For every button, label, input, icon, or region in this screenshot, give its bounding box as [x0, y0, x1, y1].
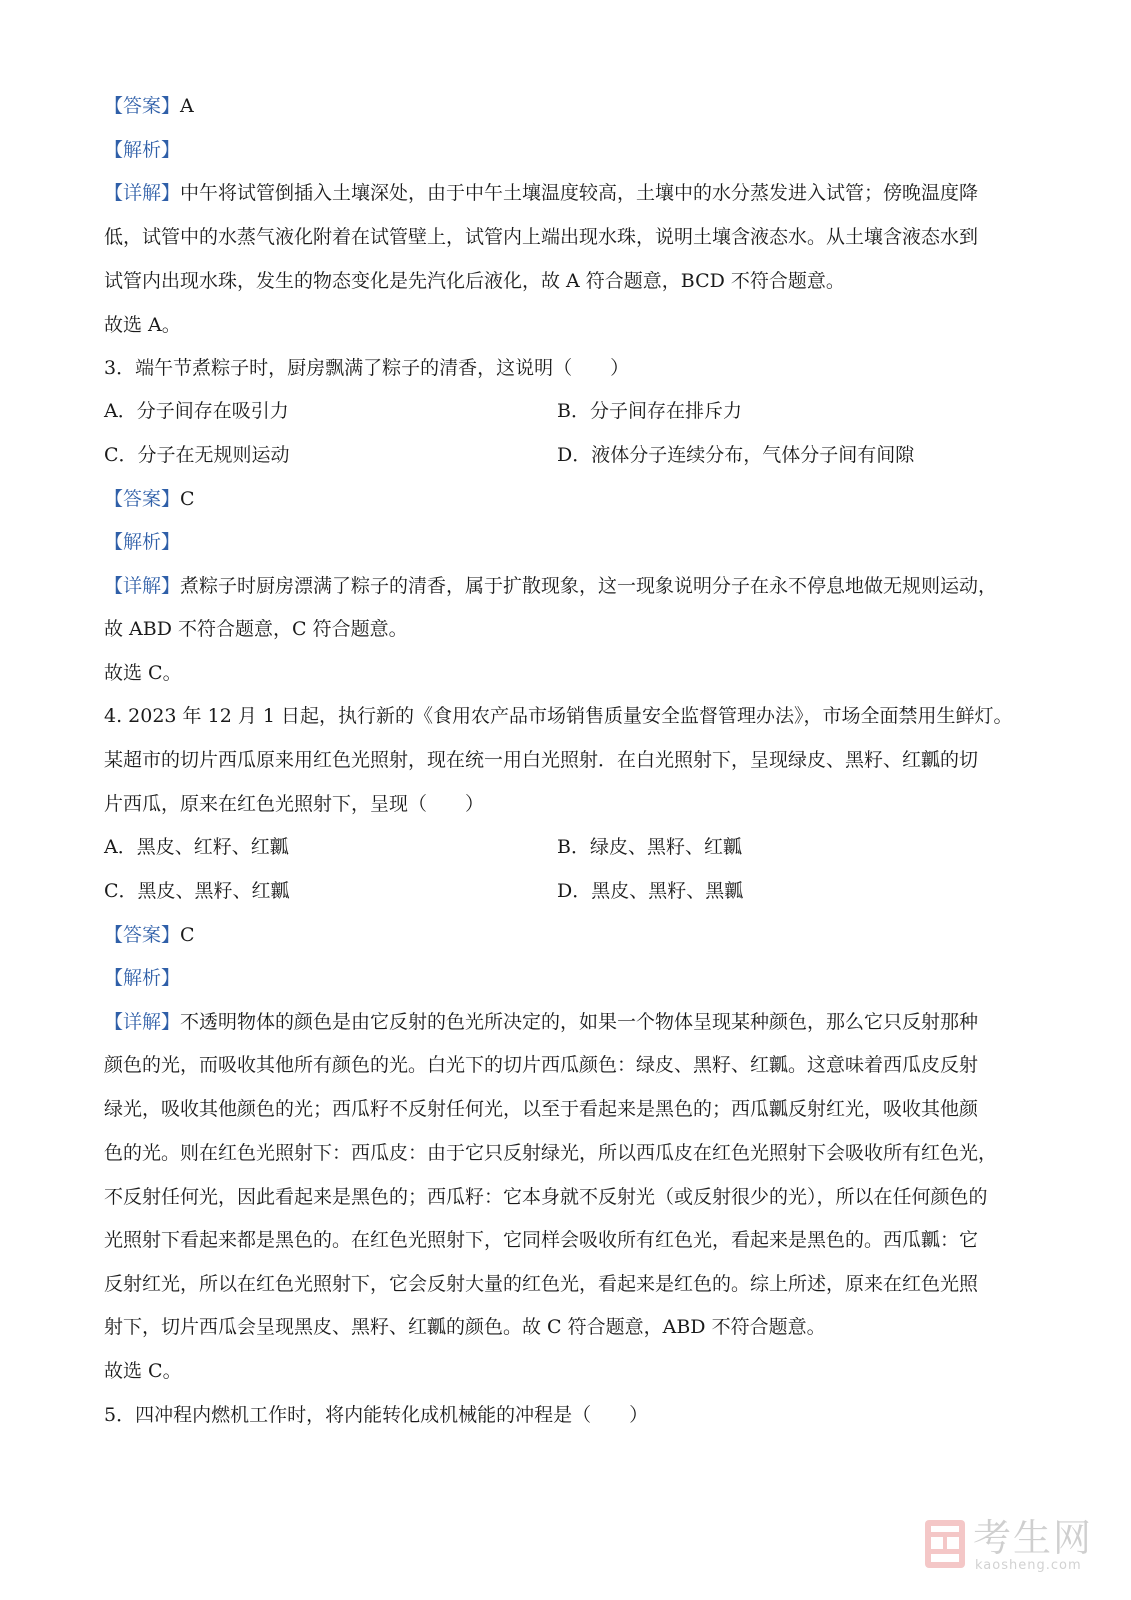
- q4-detail-line-1: 【详解】不透明物体的颜色是由它反射的色光所决定的，如果一个物体呈现某种颜色，那么它只反射那种: [104, 1011, 979, 1033]
- q3-answer-line: [104, 485, 195, 513]
- q3-option-d: D．液体分子连续分布，气体分子间有间隙: [557, 444, 915, 466]
- detail-label: 【详解】: [104, 575, 181, 597]
- q2-conclusion: 故选 A。: [104, 314, 181, 336]
- q4-conclusion: 故选 C。: [104, 1360, 182, 1382]
- q4-stem-line-2: 某超市的切片西瓜原来用红色光照射，现在统一用白光照射．在白光照射下，呈现绿皮、黑籽、红瓤的切: [104, 749, 979, 771]
- q4-option-a: A．黑皮、红籽、红瓤: [104, 836, 289, 858]
- q4-detail-line-3: 绿光，吸收其他颜色的光；西瓜籽不反射任何光，以至于看起来是黑色的；西瓜瓤反射红光，吸收其他颜: [104, 1098, 979, 1120]
- watermark-url: kaosheng.com: [975, 1558, 1082, 1573]
- kaosheng-logo-icon: [923, 1518, 967, 1570]
- q3-option-b: B．分子间存在排斥力: [557, 400, 742, 422]
- q4-detail-line-2: 颜色的光，而吸收其他所有颜色的光。白光下的切片西瓜颜色：绿皮、黑籽、红瓤。这意味着西瓜皮反射: [104, 1054, 979, 1076]
- watermark-name: 考生网: [973, 1516, 1094, 1560]
- q3-detail-line-2: 故 ABD 不符合题意，C 符合题意。: [104, 618, 408, 640]
- q4-detail-line-5: 不反射任何光，因此看起来是黑色的；西瓜籽：它本身就不反射光（或反射很少的光），所以在任何颜色的: [104, 1186, 988, 1208]
- q5-stem: 5．四冲程内燃机工作时，将内能转化成机械能的冲程是（ ）: [104, 1404, 649, 1426]
- q3-detail-line-1: 【详解】煮粽子时厨房漂满了粽子的清香，属于扩散现象，这一现象说明分子在永不停息地做无规则运动，: [104, 575, 998, 597]
- q4-option-c: C．黑皮、黑籽、红瓤: [104, 880, 290, 902]
- answer-label: 【答案】: [104, 488, 181, 510]
- q3-analysis-label: 【解析】: [104, 531, 181, 553]
- q4-detail-line-4: 色的光。则在红色光照射下：西瓜皮：由于它只反射绿光，所以西瓜皮在红色光照射下会吸收所有红色光，: [104, 1142, 998, 1164]
- q4-detail-line-7: 反射红光，所以在红色光照射下，它会反射大量的红色光，看起来是红色的。综上所述，原来在红色光照: [104, 1273, 979, 1295]
- q4-answer-line: [104, 921, 195, 949]
- q2-detail-line-2: 低，试管中的水蒸气液化附着在试管壁上，试管内上端出现水珠，说明土壤含液态水。从土壤含液态水到: [104, 226, 979, 248]
- answer-value: C: [180, 488, 195, 510]
- q4-detail-line-8: 射下，切片西瓜会呈现黑皮、黑籽、红瓤的颜色。故 C 符合题意，ABD 不符合题意。: [104, 1316, 826, 1338]
- q4-stem-line-1: 4. 2023 年 12 月 1 日起，执行新的《食用农产品市场销售质量安全监督管理办法》，市场全面禁用生鲜灯。: [104, 705, 1013, 727]
- detail-label: 【详解】: [104, 182, 181, 204]
- answer-label: 【答案】: [104, 924, 181, 946]
- q4-option-b: B．绿皮、黑籽、红瓤: [557, 836, 742, 858]
- watermark: [923, 1516, 1103, 1578]
- answer-value: C: [180, 924, 195, 946]
- detail-label: 【详解】: [104, 1011, 181, 1033]
- q3-option-c: C．分子在无规则运动: [104, 444, 290, 466]
- q3-stem: 3．端午节煮粽子时，厨房飘满了粽子的清香，这说明（ ）: [104, 357, 630, 379]
- q3-option-a: A．分子间存在吸引力: [104, 400, 289, 422]
- answer-label: 【答案】: [104, 95, 181, 117]
- q2-analysis-label: 【解析】: [104, 139, 181, 161]
- q4-detail-line-6: 光照射下看起来都是黑色的。在红色光照射下，它同样会吸收所有红色光，看起来是黑色的。西瓜瓤：它: [104, 1229, 979, 1251]
- q4-analysis-label: 【解析】: [104, 967, 181, 989]
- q2-answer-line: [104, 92, 194, 120]
- answer-value: A: [180, 95, 194, 117]
- q4-option-d: D．黑皮、黑籽、黑瓤: [557, 880, 744, 902]
- q2-detail-line-1: 【详解】中午将试管倒插入土壤深处，由于中午土壤温度较高，土壤中的水分蒸发进入试管；傍晚温度降: [104, 182, 979, 204]
- q3-conclusion: 故选 C。: [104, 662, 182, 684]
- q2-detail-line-3: 试管内出现水珠，发生的物态变化是先汽化后液化，故 A 符合题意，BCD 不符合题意。: [104, 270, 845, 292]
- q4-stem-line-3: 片西瓜，原来在红色光照射下，呈现（ ）: [104, 793, 485, 815]
